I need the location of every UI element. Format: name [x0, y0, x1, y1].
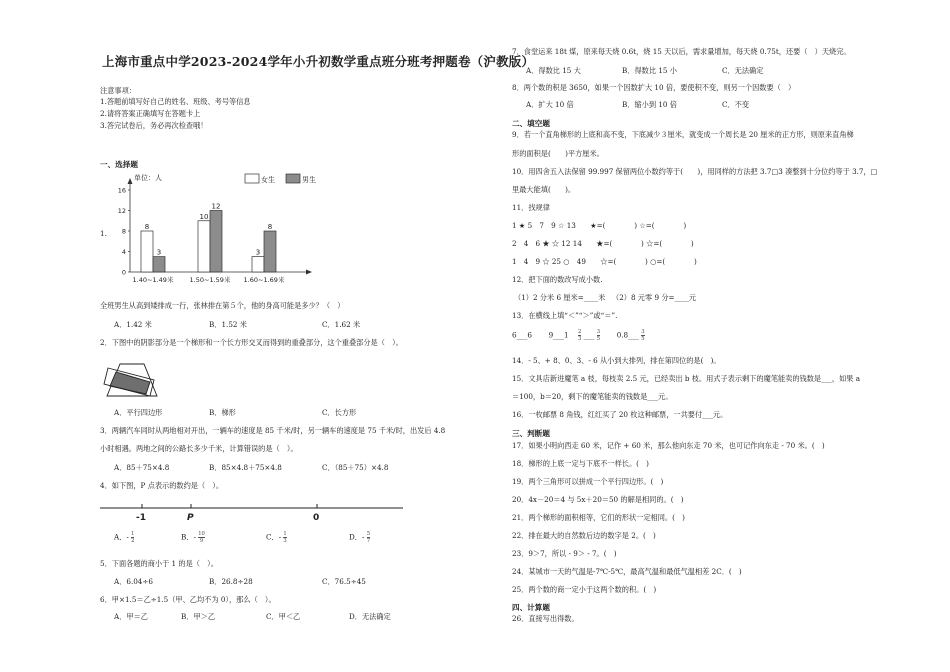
option-a[interactable]: A．6.04÷6 [114, 577, 153, 586]
q1-text: 全班男生从高到矮排成一行，张林排在第５个，他的身高可能是多少？（ ） [100, 301, 345, 310]
judge-item: 18．梯形的上底一定与下底不一样长。( ) [512, 459, 649, 468]
q9-text-line1: 9．若一个直角梯形的上底和高不变，下底减少３厘米，就变成一个周长是 20 厘米的正方形，则原来直角梯 [512, 130, 854, 139]
q15-text-line2: ＝100，b＝20，剩下的魔笔能卖的钱数是___元。 [512, 392, 673, 401]
page-title: 上海市重点中学2023-2024学年小升初数学重点班分班考押题卷（沪教版） [102, 54, 535, 69]
bar-value-label: 3 [255, 248, 261, 257]
bar-value-label: 8 [144, 223, 150, 231]
x-axis-arrow [306, 270, 312, 275]
option-c[interactable]: C．- $\frac{1}{3}$ [266, 531, 287, 544]
legend-swatch-girls [245, 174, 259, 183]
bar-girls [252, 257, 264, 272]
option-b[interactable]: B．甲＞乙 [181, 612, 216, 621]
section-heading: 三、判断题 [512, 429, 550, 438]
legend-swatch-boys [286, 174, 300, 183]
category-label: 1.40~1.49米 [132, 276, 174, 284]
option-b[interactable]: B．- $\frac{10}{9}$ [181, 531, 205, 544]
y-axis-arrow [128, 178, 133, 184]
judge-item: 20．4x－20＝4 与 5x＋20＝50 的解是相同的。( ) [512, 495, 684, 504]
q2-text: 2．下图中的阴影部分是一个梯形和一个长方形交叉而得到的重叠部分，这个重叠部分是（ ）。 [100, 338, 403, 347]
pattern-row: 1 ★ 5 7 9 ☆ 13 ★=( ) ☆=( ) [512, 221, 687, 230]
category-label: 1.60~1.69米 [243, 276, 285, 284]
pattern-row: 2 4 6 ★ ☆ 12 14 ★=( ) ☆=( ) [512, 239, 694, 248]
q8-text: 8．两个数的积是 3650，如果一个因数扩大 10 倍，要使积不变，则另一个因数要（ ） [512, 83, 796, 92]
bar-girls [198, 221, 210, 272]
y-tick-label: 8 [121, 227, 126, 236]
bar-value-label: 3 [156, 248, 162, 257]
q12-part-2: （2）8 元零 9 分=____元 [612, 293, 697, 302]
q10-text-line1: 10．用四舍五入法保留 99.997 保留两位小数约等于( )，用同样的方法把 3.7□3 凑整到十分位约等于 3.7，□ [512, 167, 878, 176]
bar-boys [264, 231, 276, 272]
option-c[interactable]: C．不变 [722, 100, 750, 109]
q7-text: 7．食堂运来 18t 煤，原来每天烧 0.6t，烧 15 天以后，需求量增加，每天烧 0.75t，还要（ ）天烧完。 [512, 47, 851, 56]
q9-text-line2: 形的面积是( )平方厘米。 [512, 149, 604, 158]
category-label: 1.50~1.59米 [189, 276, 231, 284]
q13-text: 13．在横线上填“＜”“＞”或“＝”. [512, 311, 618, 320]
judge-item: 19．两个三角形可以拼成一个平行四边形。( ) [512, 477, 664, 486]
judge-item: 17．如果小明向西走 60 米，记作 + 60 米，那么他向东走 70 米，也可记作向东走 - 70 米。( ) [512, 441, 825, 450]
option-a[interactable]: A．- $\frac{1}{2}$ [114, 531, 135, 544]
option-c[interactable]: C．无法确定 [722, 66, 764, 75]
judge-item: 25．两个数的商一定小于这两个数的积。( ) [512, 585, 657, 594]
q3-text-line1: 3．两辆汽车同时从两地相对开出，一辆车的速度是 85 千米/时，另一辆车的速度是 75 千米/时，出发后 4.8 [100, 426, 446, 435]
option-c[interactable]: C．甲＜乙 [266, 612, 301, 621]
number-line [98, 496, 408, 524]
note-item: 1.答题前填写好自己的姓名、班级、考号等信息 [100, 97, 251, 106]
option-a[interactable]: A．扩大 10 倍 [526, 100, 574, 109]
legend-label-girls: 女生 [261, 176, 275, 184]
q16-text: 16．一枚邮票 8 角钱，红红买了 20 枚这种邮票，一共要付___元。 [512, 410, 728, 419]
label-zero: 0 [313, 513, 320, 523]
bar-boys [210, 211, 222, 273]
option-b[interactable]: B．缩小到 10 倍 [622, 100, 677, 109]
y-tick-label: 0 [121, 268, 126, 277]
option-d[interactable]: D．- $\frac{5}{7}$ [349, 531, 370, 544]
judge-item: 21．两个梯形的面积相等，它们的形状一定相同。( ) [512, 513, 685, 522]
option-b[interactable]: B．85×4.8＋75×4.8 [209, 463, 282, 472]
option-a[interactable]: A．甲＝乙 [114, 612, 148, 621]
notes-heading: 注意事项： [100, 86, 136, 95]
judge-item: 24．某城市一天的气温是-7℃-5℃，最高气温和最低气温相差 2C．( ) [512, 567, 742, 576]
q12-text: 12．把下面的数改写成小数. [512, 275, 603, 284]
option-b[interactable]: B．26.8÷28 [209, 577, 253, 586]
note-item: 2.请将答案正确填写在答题卡上 [100, 109, 201, 118]
question-number: 1. [100, 229, 107, 238]
option-a[interactable]: A．1.42 米 [114, 320, 152, 329]
q26-text: 26．直接写出得数。 [512, 614, 579, 623]
note-item: 3.答完试卷后，务必再次检查哦！ [100, 121, 208, 130]
y-tick-label: 16 [117, 186, 126, 195]
trapezoid-rectangle-figure [102, 358, 162, 400]
option-a[interactable]: A．平行四边形 [114, 408, 163, 417]
section-heading: 一、选择题 [100, 160, 138, 169]
q3-text-line2: 小时相遇。两地之间的公路长多少千米，计算错误的是（ ）。 [100, 444, 298, 453]
judge-item: 23．9＞7，所以 - 9＞ - 7。( ) [512, 549, 617, 558]
option-d[interactable]: D．无法确定 [349, 612, 391, 621]
section-heading: 四、计算题 [512, 603, 550, 612]
option-b[interactable]: B．得数比 15 小 [622, 66, 677, 75]
q11-text: 11．找规律 [512, 203, 550, 212]
q13-items: 6___6 9___1 $\frac{2}{3}$ ___ $\frac{3}{5}$ 0.8___ $\frac{3}{5}$ [512, 329, 645, 342]
judge-item: 22．排在最大的自然数后边的数字是 2。( ) [512, 531, 656, 540]
option-b[interactable]: B．梯形 [209, 408, 236, 417]
q6-text: 6．甲×1.5＝乙÷1.5（甲、乙均不为 0），那么（ ）。 [100, 595, 276, 604]
q4-text: 4．如下图，P 点表示的数约是（ ）。 [100, 481, 224, 490]
bar-value-label: 8 [267, 223, 273, 231]
option-c[interactable]: C．长方形 [322, 408, 357, 417]
option-c[interactable]: C．（85＋75）×4.8 [322, 463, 389, 472]
q5-text: 5．下面各题的商小于 1 的是（ ）。 [100, 559, 218, 568]
y-tick-label: 12 [117, 206, 126, 215]
legend-label-boys: 男生 [302, 176, 316, 184]
option-c[interactable]: C．76.5÷45 [322, 577, 366, 586]
label-p: P [187, 513, 194, 523]
chart-unit-label: 单位：人 [134, 174, 162, 182]
q10-text-line2: 里最大能填( )。 [512, 185, 576, 194]
q15-text-line1: 15．文具店新进魔笔 a 枝，每枝卖 2.5 元，已经卖出 b 枝。用式子表示剩下的魔笔能卖的钱数是___，如果 a [512, 374, 861, 383]
pattern-row: 1 4 9 ☆ 25 ○ 49 ☆=( ) ○=( ) [512, 257, 697, 266]
bar-chart [110, 168, 316, 286]
y-tick-label: 4 [121, 247, 126, 256]
q12-part-1: （1）2 分米 6 厘米=____米 [514, 293, 606, 302]
option-b[interactable]: B．1.52 米 [209, 320, 247, 329]
bar-value-label: 10 [199, 212, 209, 221]
bar-girls [141, 231, 153, 272]
bar-boys [153, 257, 165, 272]
section-heading: 二、填空题 [512, 119, 550, 128]
option-a[interactable]: A．85＋75×4.8 [114, 463, 170, 472]
label-minus-one: -1 [136, 513, 146, 523]
bar-value-label: 12 [211, 202, 221, 211]
q14-text: 14．- 5、+ 8、0、3、- 6 从小到大排列，排在第四位的是( )。 [512, 356, 721, 365]
option-a[interactable]: A．得数比 15 大 [526, 66, 581, 75]
option-c[interactable]: C．1.62 米 [322, 320, 361, 329]
